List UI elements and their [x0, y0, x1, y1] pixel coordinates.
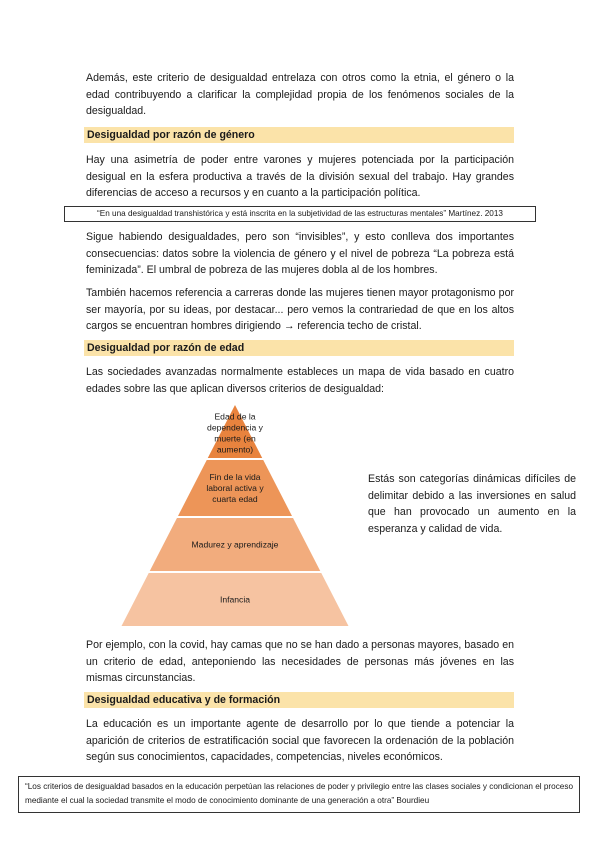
- pyramid-tier-1-label: Edad de la dependencia y muerte (en aumento): [207, 411, 263, 455]
- heading-educativa: Desigualdad educativa y de formación: [84, 692, 514, 708]
- educativa-paragraph-1: La educación es un importante agente de desarrollo por lo que tiende a potenciar la aparición de criterios de estratificación social que favorecen la ordenación de la población según sus conocimientos, capacidades, competencias, niveles económicos.: [86, 718, 514, 764]
- edad-paragraph-2: Por ejemplo, con la covid, hay camas que no se han dado a personas mayores, basado en un criterio de edad, anteponiendo las necesidades de personas más jóvenes en las mismas circunstancias.: [86, 639, 514, 685]
- intro-paragraph: Además, este criterio de desigualdad entrelaza con otros como la etnia, el género o la edad contribuyendo a clarificar la complejidad propia de los fenómenos sociales de la desigualdad.: [86, 72, 514, 118]
- genero-paragraph-1: Hay una asimetría de poder entre varones y mujeres potenciada por la participación desigual en la esfera productiva a través de la división sexual del trabajo. Hay grandes diferencias de acceso a recursos y en cuanto a la participación política.: [86, 154, 514, 200]
- genero-paragraph-2: Sigue habiendo desigualdades, pero son “invisibles”, y esto conlleva dos importantes consecuencias: datos sobre la violencia de género y el nivel de pobreza “La pobreza está feminizada”. El umbral de pobreza de las mujeres dobla al de los hombres.: [86, 231, 514, 277]
- edad-side-note: Estás son categorías dinámicas difíciles de delimitar debido a las inversiones en salud que han provocado un aumento en la esperanza y calidad de vida.: [368, 473, 576, 535]
- pyramid-tier-4-label: Infancia: [219, 594, 251, 605]
- heading-edad: Desigualdad por razón de edad: [84, 340, 514, 356]
- pyramid-tier-3-label: Madurez y aprendizaje: [191, 539, 279, 550]
- pyramid-tier-2-label: Fin de la vida laboral activa y cuarta edad: [206, 472, 264, 504]
- edad-paragraph-1: Las sociedades avanzadas normalmente estableces un mapa de vida basado en cuatro edades sobre las que aplican diversos criterios de desigualdad:: [86, 366, 514, 395]
- heading-genero: Desigualdad por razón de género: [84, 127, 514, 143]
- genero-paragraph-3: También hacemos referencia a carreras donde las mujeres tienen mayor protagonismo por ser mayoría, por su ideas, por destacar... pero vemos la contrariedad de que en los altos cargos se encuentran hombres dirigiendo → referencia techo de cristal.: [86, 287, 514, 333]
- educativa-quote: “Los criterios de desigualdad basados en la educación perpetúan las relaciones de poder y privilegio entre las clases sociales y condicionan el proceso mediante el cual la sociedad transmite el modo de conocimiento dominante de una generación a otra” Bourdieu: [18, 776, 580, 813]
- genero-quote: “En una desigualdad transhistórica y está inscrita en la subjetividad de las estructuras mentales” Martínez. 2013: [64, 206, 536, 222]
